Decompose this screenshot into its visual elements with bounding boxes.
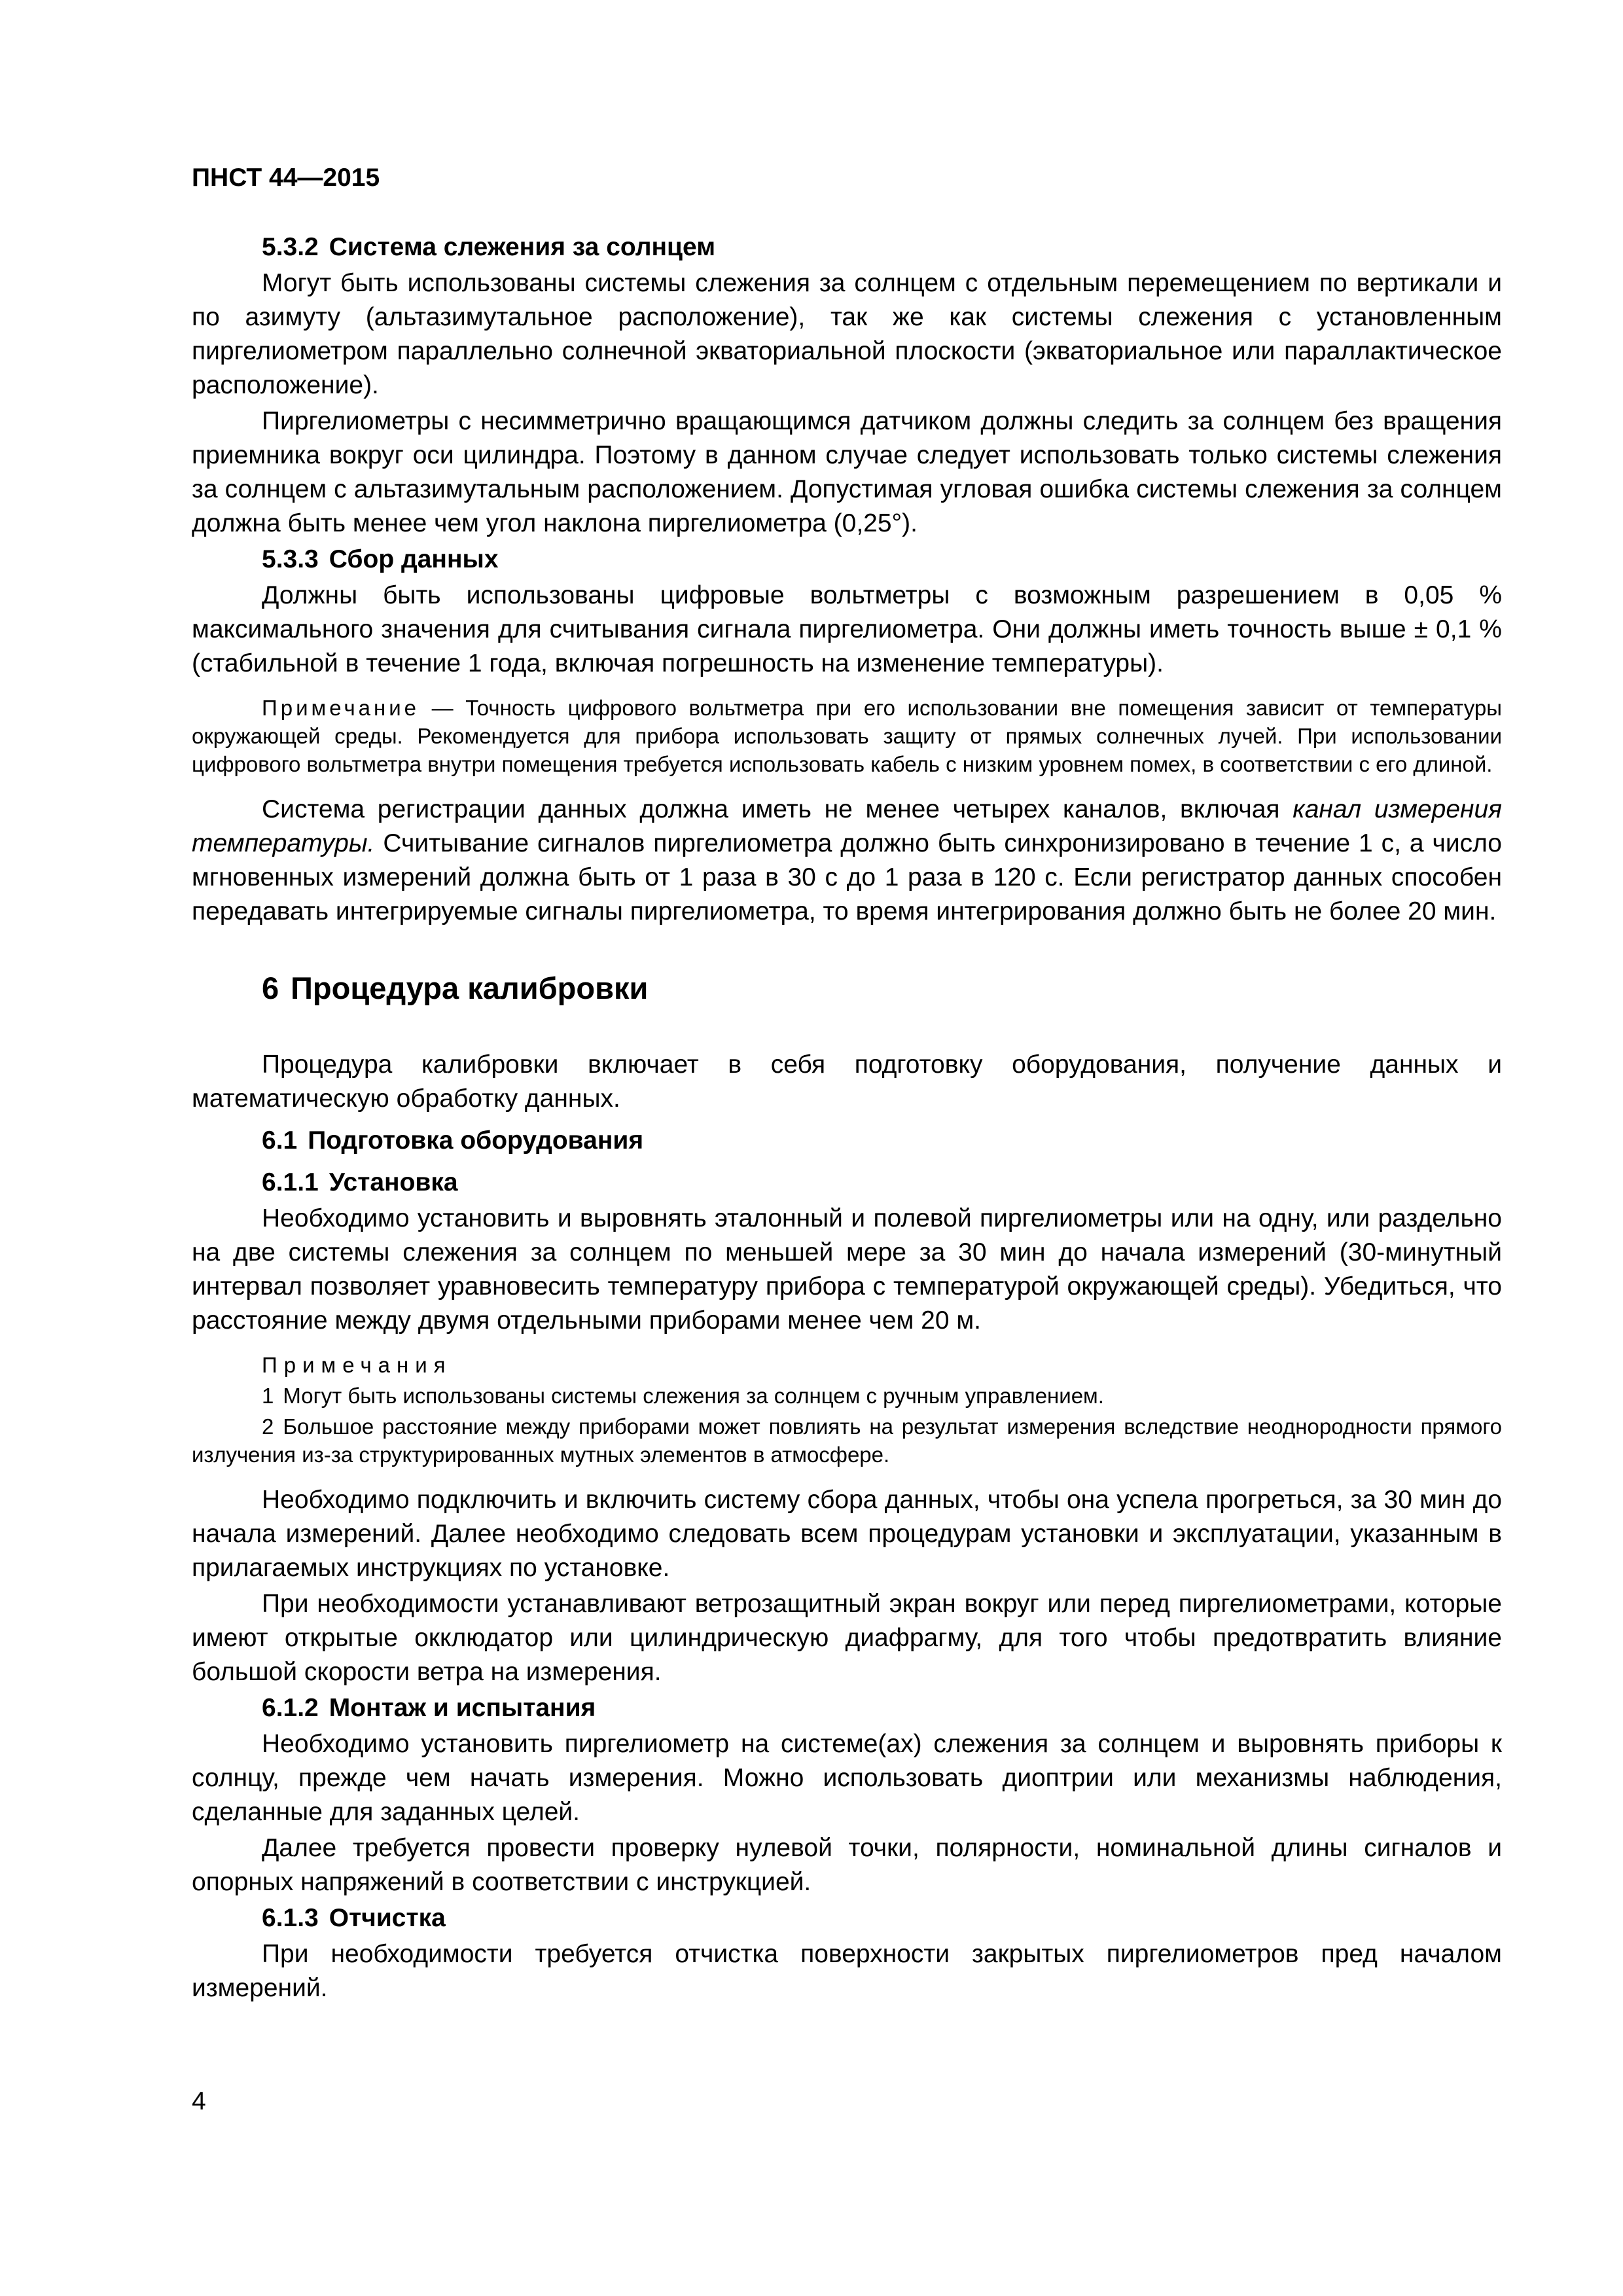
section-number: 6.1.2: [262, 1694, 319, 1722]
section-number: 5.3.2: [262, 233, 319, 261]
italic-term: канал измерения температуры.: [192, 795, 1502, 857]
section-title: Монтаж и испытания: [329, 1694, 596, 1722]
paragraph-text: Система регистрации данных должна иметь не менее четырех каналов, включая: [262, 795, 1293, 823]
paragraph: Необходимо установить пиргелиометр на системе(ах) слежения за солнцем и выровнять приборы к солнцу, прежде чем начать измерения. Можно использовать диоптрии или механизмы наблюдения, сделанные для заданных целей.: [192, 1730, 1502, 1826]
section-title: Подготовка оборудования: [308, 1126, 644, 1155]
document-id: ПНСТ 44—2015: [192, 164, 380, 192]
section-title: Сбор данных: [329, 545, 499, 573]
section-heading-6-1-2: [192, 1691, 1502, 1725]
section-number: 6.1.3: [262, 1904, 319, 1932]
notes-block: [192, 1351, 1502, 1469]
section-number: 5.3.3: [262, 545, 319, 573]
section-number: 6.1.1: [262, 1168, 319, 1196]
paragraph: [192, 793, 1502, 929]
page-body: [192, 230, 1502, 2007]
paragraph: Необходимо подключить и включить систему сбора данных, чтобы она успела прогреться, за 30 мин до начала измерений. Далее необходимо следовать всем процедурам установки и эксплуатации, указанным в прилагаемых инструкциях по установке.: [192, 1486, 1502, 1582]
paragraph: Далее требуется провести проверку нулевой точки, полярности, номинальной длины сигналов и опорных напряжений в соответствии с инструкцией.: [192, 1834, 1502, 1896]
note-text: Могут быть использованы системы слежения за солнцем с ручным управлением.: [283, 1384, 1104, 1408]
section-title: Система слежения за солнцем: [329, 233, 716, 261]
section-heading-5-3-3: [192, 543, 1502, 577]
paragraph: Должны быть использованы цифровые вольтметры с возможным разрешением в 0,05 % максимального значения для считывания сигнала пиргелиометра. Они должны иметь точность выше ± 0,1 % (стабильной в течение 1 года, включая погрешность на изменение температуры).: [192, 581, 1502, 677]
note-text: — Точность цифрового вольтметра при его использовании вне помещения зависит от температуры окружающей среды. Рекомендуется для прибора использовать защиту от прямых солнечных лучей. При использовании цифрового вольтметра внутри помещения требуется использовать кабель с низким уровнем помех, в соответствии с его длиной.: [192, 696, 1502, 776]
note-number: 1: [262, 1384, 274, 1408]
paragraph: Необходимо установить и выровнять эталонный и полевой пиргелиометры или на одну, или раздельно на две системы слежения за солнцем по меньшей мере за 30 мин до начала измерений (30-минутный интервал позволяет уравновесить температуру прибора с температурой окружающей среды). Убедиться, что расстояние между двумя отдельными приборами менее чем 20 м.: [192, 1204, 1502, 1335]
note: [192, 694, 1502, 778]
note-block: [192, 694, 1502, 778]
paragraph: Пиргелиометры с несимметрично вращающимся датчиком должны следить за солнцем без вращения приемника вокруг оси цилиндра. Поэтому в данном случае следует использовать только системы слежения за солнцем с альтазимутальным расположением. Допустимая угловая ошибка системы слежения за солнцем должна быть менее чем угол наклона пиргелиометра (0,25°).: [192, 407, 1502, 537]
section-heading-6: [192, 971, 1502, 1005]
note-item: [192, 1412, 1502, 1469]
note-number: 2: [262, 1414, 274, 1439]
note-item: [192, 1382, 1502, 1410]
note-label: Примечание: [262, 696, 420, 720]
paragraph-text: Считывание сигналов пиргелиометра должно быть синхронизировано в течение 1 с, а число мгновенных измерений должна быть от 1 раза в 30 с до 1 раза в 120 с. Если регистратор данных способен передавать интегрируемые сигналы пиргелиометра, то время интегрирования должно быть не более 20 мин.: [192, 829, 1502, 925]
section-heading-6-1-3: [192, 1901, 1502, 1935]
paragraph: Процедура калибровки включает в себя подготовку оборудования, получение данных и математическую обработку данных.: [192, 1050, 1502, 1113]
section-heading-6-1: [192, 1124, 1502, 1158]
section-number: 6: [262, 971, 279, 1005]
page-number: 4: [192, 2087, 206, 2115]
note-text: Большое расстояние между приборами может повлиять на результат измерения вследствие неоднородности прямого излучения из-за структурированных мутных элементов в атмосфере.: [192, 1414, 1502, 1467]
paragraph: При необходимости устанавливают ветрозащитный экран вокруг или перед пиргелиометрами, которые имеют открытые окклюдатор или цилиндрическую диафрагму, для того чтобы предотвратить влияние большой скорости ветра на измерения.: [192, 1590, 1502, 1686]
section-title: Установка: [329, 1168, 458, 1196]
section-heading-6-1-1: [192, 1166, 1502, 1200]
section-heading-5-3-2: [192, 230, 1502, 264]
paragraph: Могут быть использованы системы слежения за солнцем с отдельным перемещением по вертикали и по азимуту (альтазимутальное расположение), так же как системы слежения с установленным пиргелиометром параллельно солнечной экваториальной плоскости (экваториальное или параллактическое расположение).: [192, 269, 1502, 399]
section-number: 6.1: [262, 1126, 298, 1155]
section-title: Отчистка: [329, 1904, 446, 1932]
notes-title: Примечания: [262, 1353, 452, 1377]
paragraph: При необходимости требуется отчистка поверхности закрытых пиргелиометров пред началом измерений.: [192, 1940, 1502, 2002]
section-title: Процедура калибровки: [291, 971, 649, 1005]
